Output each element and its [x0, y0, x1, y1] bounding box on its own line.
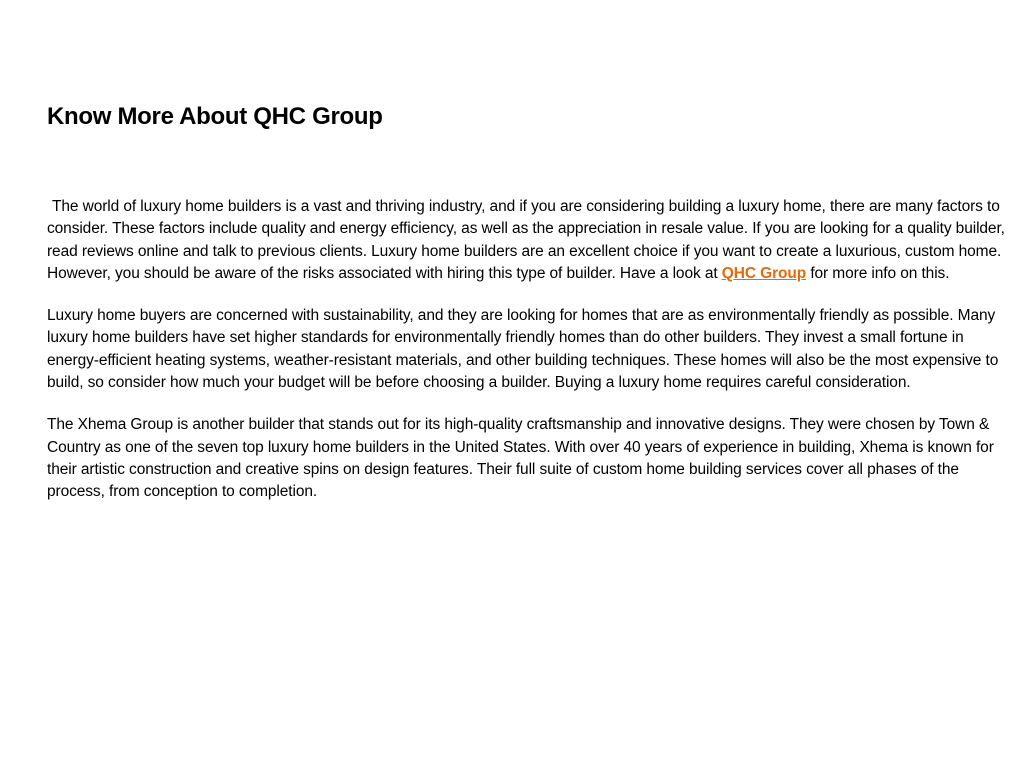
paragraph-3: The Xhema Group is another builder that stands out for its high-quality craftsmanship and innovative designs. They were chosen by Town & Country as one of the seven top luxury home builders in the United States. With over 40 years of experience in building, Xhema is known for their artistic construction and creative spins on design features. Their full suite of custom home building services cover all phases of the process, from conception to completion. — [47, 416, 994, 501]
paragraph-1-text-after-link: for more info on this. — [806, 264, 950, 282]
paragraph-1 — [47, 196, 1017, 285]
paragraph-1-text-before-link: The world of luxury home builders is a vast and thriving industry, and if you are considering building a luxury home, there are many factors to consider. These factors include quality and energy efficiency, as well as the appreciation in resale value. If you are looking for a quality builder, read reviews online and talk to previous clients. Luxury home builders are an excellent choice if you want to create a luxurious, custom home. However, you should be aware of the risks associated with hiring this type of builder. Have a look at — [47, 198, 1005, 282]
paragraph-2: Luxury home buyers are concerned with sustainability, and they are looking for homes that are as environmentally friendly as possible. Many luxury home builders have set higher standards for environmentally friendly homes than do other builders. They invest a small fortune in energy-efficient heating systems, weather-resistant materials, and other building techniques. These homes will also be the most expensive to build, so consider how much your budget will be before choosing a builder. Buying a luxury home requires careful consideration. — [47, 307, 999, 392]
body-text — [47, 196, 1017, 524]
page-title: Know More About QHC Group — [47, 103, 383, 130]
qhc-group-link[interactable]: QHC Group — [721, 264, 807, 282]
slide — [47, 0, 1017, 768]
